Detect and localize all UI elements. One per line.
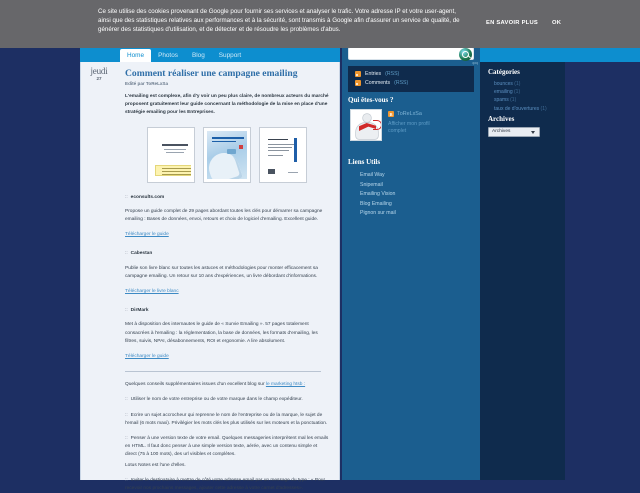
profile-name-row[interactable]	[388, 111, 448, 117]
categories-heading: Catégories	[488, 68, 520, 76]
feed-subscriptions	[348, 66, 474, 92]
blog-post	[81, 62, 339, 493]
category-spams[interactable]	[494, 96, 565, 104]
thumbnail-guide-3-image	[263, 131, 303, 179]
avatar[interactable]	[350, 109, 382, 141]
source-name-row	[125, 250, 329, 258]
sidebar	[342, 48, 480, 480]
feed-entries-rss[interactable]: (RSS)	[385, 71, 400, 77]
search-icon-label: qoq	[472, 61, 478, 65]
rss-icon	[355, 80, 361, 86]
source-description: Met à disposition des internautes le guide de « Survie Emailing ». 57 pages totalement consacrées à l'emailing : la réglementation, la base de données, les formats d'emailing, les filtres, suivis, NPAI, désabonnements, ROI et ergonomie. A lire absolument.	[125, 322, 318, 344]
link-snipemail[interactable]: Snipemail	[360, 181, 383, 188]
bullet-marker: ::	[125, 194, 128, 200]
bullet-marker: ::	[125, 412, 128, 418]
tip-item	[125, 412, 329, 428]
tips-intro-text: Quelques conseils supplémentaires issues d'un excellent blog sur	[125, 382, 266, 388]
profile-section	[342, 96, 480, 141]
source-entry	[125, 194, 329, 240]
link-pignon-sur-mail[interactable]: Pignon sur mail	[360, 210, 396, 216]
feed-comments-row[interactable]	[355, 80, 467, 86]
source-description: Publie son livre blanc sur toutes les astuces et méthodologies pour monter efficacement sa campagne emailing. Un retour sur 10 ans d'expériences, un livre débordant d'informations.	[125, 265, 318, 279]
post-byline: Edité par ToReLxSa	[125, 81, 169, 86]
profile-card	[350, 109, 480, 141]
tip-item	[125, 396, 329, 404]
category-taux-douvertures[interactable]	[494, 105, 565, 113]
tip-text: Penser à une version texte de votre email. Quelques messageries interprètent mal les emails en HTML. Il faut donc penser à une simple version texte, aérée, avec un contenu simple et direct (75 à 100 mots), des url visibles et complètes.	[125, 436, 329, 458]
bullet-marker: ::	[125, 436, 128, 442]
content-band	[80, 48, 640, 492]
useful-links-section	[342, 158, 480, 219]
source-name-row	[125, 307, 329, 315]
post-intro: L'emailing est complexe, afin d'y voir un peu plus claire, de nombreux acteurs du marché proposent gratuitement leur guide concernant la méthodologie de la mise en place d'une stratégie emailing pour les Entreprises.	[125, 94, 329, 116]
category-count: (1)	[514, 81, 521, 87]
links-heading: Liens Utils	[348, 158, 381, 166]
marketing-blog-link[interactable]: le marketing htsb :	[265, 382, 306, 388]
post-date-badge	[83, 66, 115, 81]
feed-comments-label: Comments	[365, 80, 391, 86]
bullet-marker: ::	[125, 308, 128, 314]
categories-list	[480, 80, 565, 113]
feed-comments-rss[interactable]: (RSS)	[394, 80, 409, 86]
nav-item-support[interactable]: Support	[218, 51, 242, 59]
category-count: (1)	[510, 97, 517, 104]
link-blog-emailing[interactable]: Blog Emailing	[360, 200, 392, 207]
archives-select[interactable]	[488, 127, 540, 137]
tip-item	[125, 435, 329, 460]
right-column	[480, 62, 565, 480]
cookie-banner-actions	[486, 20, 561, 26]
tip-text: Ecrire un sujet accrocheur qui reprenne le nom de l'entreprise ou de la marque, le sujet de l'email (6 mots maxi). Privilégier les mots clés les plus utilisés sur les moteurs et la ponctuation.	[125, 412, 328, 426]
post-date-number: 27	[96, 76, 102, 81]
archives-selected-value: Archives	[492, 129, 511, 135]
learn-more-button[interactable]: EN SAVOIR PLUS	[486, 20, 539, 26]
link-emailing-vision[interactable]: Emailing Vision	[360, 191, 396, 197]
thumbnail-guide-3[interactable]	[259, 127, 307, 183]
source-description: Propose un guide complet de 29 pages abordant toutes les clés pour démarrer sa campagne emailing : Bases de données, envoi, retours et choix de logiciel d'emailing. Excellent guide.	[125, 208, 323, 223]
profile-info	[388, 109, 448, 141]
link-email-way[interactable]: Email Way	[360, 172, 385, 178]
bullet-marker: ::	[125, 251, 128, 257]
tip-text: Lotus Notes est l'une d'elles.	[125, 462, 186, 468]
post-header	[125, 68, 329, 86]
category-label: emailing	[494, 89, 513, 96]
main-navigation	[120, 48, 248, 62]
tip-text: Utiliser le nom de votre entreprise ou de votre marque dans le champ expéditeur.	[130, 397, 303, 403]
blogger-icon: B	[389, 111, 393, 117]
chevron-down-icon	[531, 131, 535, 134]
search-input[interactable]	[354, 50, 462, 58]
rss-icon	[355, 71, 361, 77]
category-label: bounces	[494, 81, 513, 87]
profile-heading: Qui êtes-vous ?	[348, 96, 394, 104]
search-icon[interactable]	[459, 48, 472, 61]
download-guide-link[interactable]: Télécharger le guide	[125, 354, 169, 360]
archives-heading: Archives	[488, 114, 515, 123]
view-full-profile-link[interactable]: Afficher mon profil complet	[388, 121, 430, 134]
bullet-marker: ::	[125, 397, 128, 403]
profile-name[interactable]: ToReLxSa	[397, 111, 422, 117]
tip-item	[125, 477, 329, 493]
download-guide-link[interactable]: Télécharger le livre blanc	[125, 289, 179, 295]
section-divider	[125, 371, 321, 372]
source-name: econsults.com	[130, 194, 165, 200]
source-name: DirMark	[130, 308, 149, 314]
category-count: (1)	[514, 89, 521, 96]
download-guide-link[interactable]: Télécharger le guide	[125, 232, 169, 238]
tip-item	[125, 462, 329, 470]
thumbnail-guide-2[interactable]	[203, 127, 251, 183]
nav-item-photos[interactable]: Photos	[158, 51, 178, 59]
accept-cookies-button[interactable]: OK	[552, 20, 562, 26]
category-emailing[interactable]	[494, 88, 565, 96]
post-title[interactable]: Comment réaliser une campagne emailing	[125, 68, 298, 79]
post-body	[125, 93, 329, 493]
category-count: (1)	[540, 105, 547, 112]
category-bounces[interactable]	[494, 80, 565, 88]
search-box[interactable]	[348, 47, 474, 60]
source-entry	[125, 307, 329, 361]
tips-intro	[125, 381, 329, 389]
useful-links-list	[342, 171, 480, 219]
source-name-row	[125, 194, 329, 202]
source-entry	[125, 250, 329, 296]
main-content	[80, 62, 340, 492]
nav-item-blog[interactable]: Blog	[191, 51, 205, 59]
thumbnail-guide-1[interactable]	[147, 127, 195, 183]
cookie-consent-banner	[0, 0, 640, 48]
category-label: taux de d'ouvertures	[494, 105, 540, 112]
cookie-banner-text: Ce site utilise des cookies provenant de Google pour fournir ses services et analyser le trafic. Votre adresse IP et votre user-agent, ainsi que des statistiques relatives aux performances et à la sécurité, sont transmis à Google afin d'assurer un service de qualité, de générer des statistiques d'utilisation, et de détecter et de résoudre les problèmes d'abus.	[98, 8, 460, 34]
page-root	[0, 48, 640, 492]
bullet-marker: ::	[125, 477, 128, 483]
source-name: Cabestan	[130, 251, 153, 257]
tip-text: Inviter le destinataire à mettre de côté votre adresse email par un message du type : « Pour recevoir nos prochains messages, ajouter cette adresse à votre carnet d'adresses».	[125, 477, 326, 492]
topbar-stripe-right	[480, 48, 640, 62]
post-date-day: jeudi	[90, 66, 108, 76]
feed-entries-label: Entries	[365, 71, 382, 77]
thumbnail-guide-2-image	[207, 131, 247, 179]
category-label: spams	[494, 97, 509, 104]
thumbnail-guide-1-image	[151, 131, 191, 179]
post-thumbnail-row	[147, 127, 329, 183]
nav-item-home[interactable]: Home	[120, 49, 151, 62]
feed-entries-row[interactable]	[355, 71, 467, 77]
